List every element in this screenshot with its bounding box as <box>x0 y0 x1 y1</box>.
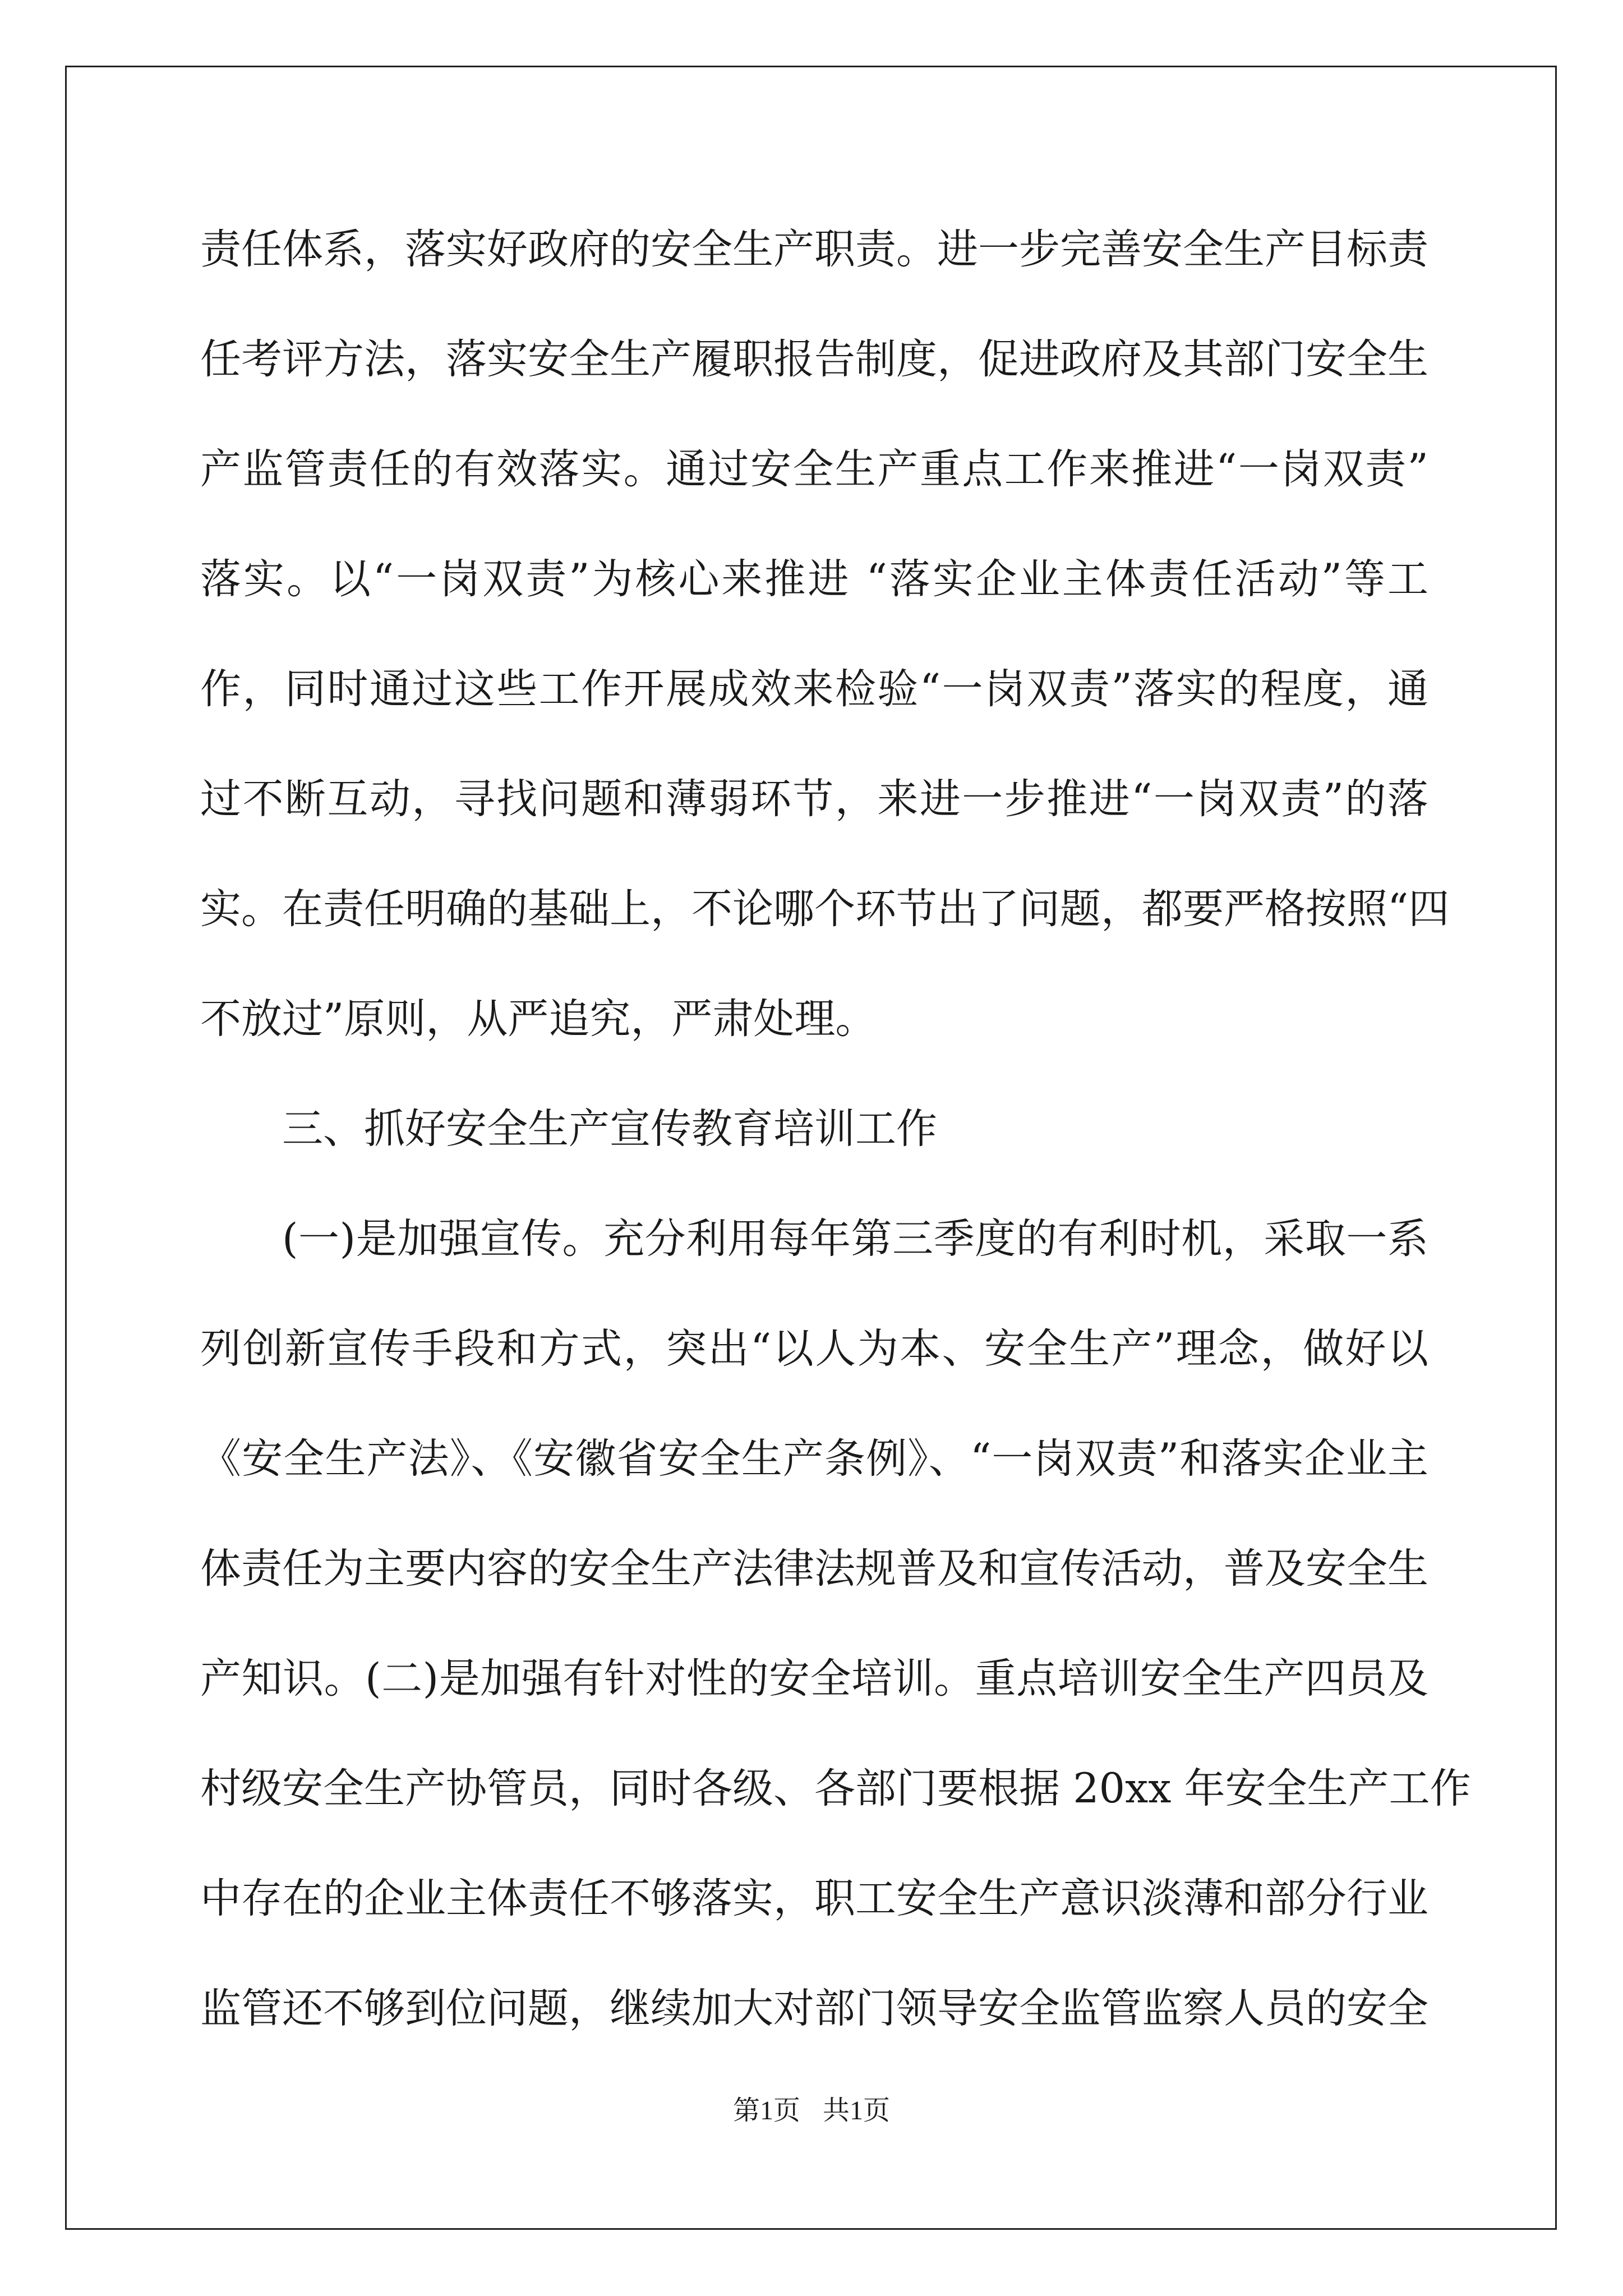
page-number: 第1页 <box>732 2096 800 2125</box>
paragraph-line: 《安全生产法》、《安徽省安全生产条例》、“一岗双责”和落实企业主 <box>200 1435 1428 1483</box>
section-heading: 三、抓好安全生产宣传教育培训工作 <box>282 1105 937 1153</box>
paragraph-line: 落实。以“一岗双责”为核心来推进 “落实企业主体责任活动”等工 <box>200 555 1428 603</box>
paragraph-line: 体责任为主要内容的安全生产法律法规普及和宣传活动，普及安全生 <box>200 1545 1428 1593</box>
paragraph-line: 监管还不够到位问题，继续加大对部门领导安全监管监察人员的安全 <box>200 1985 1428 2032</box>
paragraph-line: 实。在责任明确的基础上，不论哪个环节出了问题，都要严格按照“四 <box>200 885 1450 933</box>
paragraph-line: 中存在的企业主体责任不够落实，职工安全生产意识淡薄和部分行业 <box>200 1875 1428 1922</box>
paragraph-line: 作，同时通过这些工作开展成效来检验“一岗双责”落实的程度，通 <box>200 665 1428 713</box>
page-footer <box>0 2094 1623 2128</box>
paragraph-line: 任考评方法，落实安全生产履职报告制度，促进政府及其部门安全生 <box>200 335 1428 383</box>
paragraph-line: 不放过”原则，从严追究，严肃处理。 <box>200 995 877 1043</box>
paragraph-line: (一)是加强宣传。充分利用每年第三季度的有利时机，采取一系 <box>282 1215 1428 1263</box>
paragraph-line: 责任体系，落实好政府的安全生产职责。进一步完善安全生产目标责 <box>200 226 1428 273</box>
paragraph-line: 列创新宣传手段和方式，突出“以人为本、安全生产”理念，做好以 <box>200 1325 1428 1373</box>
paragraph-line: 产监管责任的有效落实。通过安全生产重点工作来推进“一岗双责” <box>200 445 1428 493</box>
page-total: 共1页 <box>823 2096 891 2125</box>
paragraph-line: 产知识。(二)是加强有针对性的安全培训。重点培训安全生产四员及 <box>200 1655 1428 1703</box>
paragraph-line: 过不断互动，寻找问题和薄弱环节，来进一步推进“一岗双责”的落 <box>200 775 1428 823</box>
paragraph-line: 村级安全生产协管员，同时各级、各部门要根据 20xx 年安全生产工作 <box>200 1765 1471 1812</box>
